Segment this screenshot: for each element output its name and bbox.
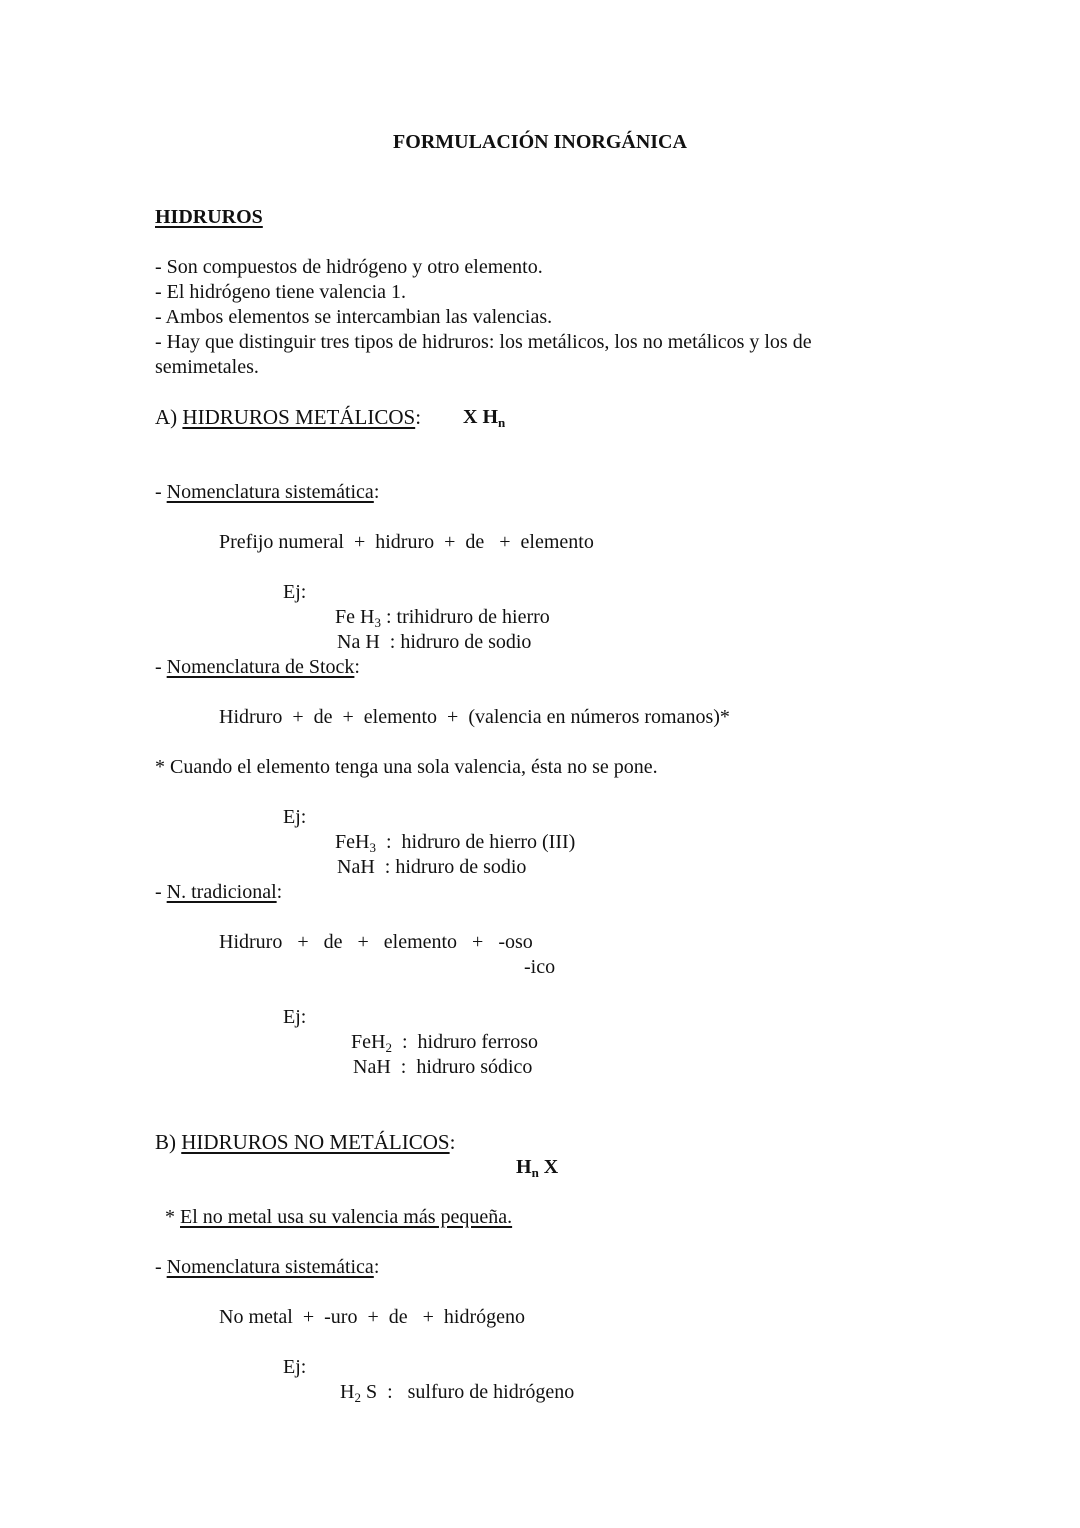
formula-sub: n [531,1165,539,1180]
formula-main: H [516,1156,532,1178]
example-formula-end: S [360,1381,378,1403]
heading-label: Nomenclatura de Stock [166,656,355,678]
nometalicos-prefix: B) [155,1130,176,1154]
formula-sub: n [498,415,506,430]
bullet-1: - Son compuestos de hidrógeno y otro elemento. [155,256,543,278]
example-name: : hidruro de hierro (III) [375,831,576,853]
dash: - [155,656,167,678]
metalicos-colon: : [415,405,422,429]
metalicos-sistematica-rule: Prefijo numeral + hidruro + de + elemento [219,531,594,553]
heading-label: Nomenclatura sistemática [166,1256,374,1278]
formula-sub: 3 [374,615,381,630]
metalicos-label: HIDRUROS METÁLICOS [182,405,416,429]
ej-label: Ej: [283,581,307,603]
example-name: : hidruro de sodio [379,631,532,653]
bullet-4-continuation: semimetales. [155,356,259,378]
colon: : [276,881,283,903]
formula-sub: 3 [369,840,376,855]
formula-sub: 2 [385,1040,392,1055]
colon: : [373,1256,380,1278]
metalicos-sistematica-heading [155,480,379,505]
example-row [327,605,531,655]
ej-label: Ej: [283,806,307,828]
example-row [343,1030,532,1080]
example-row [330,1355,574,1405]
example-row [327,830,526,880]
example-name: : sulfuro de hidrógeno [377,1381,575,1403]
nometalicos-note [155,1180,512,1230]
formula-sub: 2 [354,1390,361,1405]
heading-label: N. tradicional [166,881,277,903]
example-formula: NaH [353,1056,391,1078]
metalicos-stock-note: * Cuando el elemento tenga una sola valencia, ésta no se pone. [155,756,658,778]
dash: - [155,1256,167,1278]
dash: - [155,481,167,503]
metalicos-tradicional-rule-ico: -ico [524,956,556,978]
example-name: : hidruro ferroso [391,1031,539,1053]
ej-label: Ej: [283,1006,307,1028]
nometalicos-sistematica-heading [155,1255,379,1280]
ej-label: Ej: [283,1356,307,1378]
bullet-3: - Ambos elementos se intercambian las valencias. [155,306,553,328]
bullet-4: - Hay que distinguir tres tipos de hidruros: los metálicos, los no metálicos y los de [155,331,812,353]
section-heading: HIDRUROS [155,206,263,228]
example-formula: FeH [335,831,370,853]
example-formula: FeH [351,1031,386,1053]
formula-main: X H [463,406,498,428]
colon: : [354,656,360,678]
metalicos-tradicional-heading [155,880,282,905]
nometalicos-heading [155,1130,455,1155]
nometalicos-colon: : [449,1130,456,1154]
example-name: : hidruro sódico [390,1056,533,1078]
dash: - [155,881,167,903]
example-formula: Na H [337,631,380,653]
example-formula: H [340,1381,355,1403]
example-name: : trihidruro de hierro [380,606,550,628]
colon: : [373,481,380,503]
note-star: * [165,1206,180,1228]
example-name: : hidruro de sodio [374,856,527,878]
metalicos-heading [155,405,421,430]
formula-end: X [538,1156,559,1178]
nometalicos-label: HIDRUROS NO METÁLICOS [181,1130,450,1154]
metalicos-stock-heading [155,655,360,680]
bullet-2: - El hidrógeno tiene valencia 1. [155,281,407,303]
metalicos-stock-rule: Hidruro + de + elemento + (valencia en números romanos)* [219,706,730,728]
heading-label: Nomenclatura sistemática [166,481,374,503]
metalicos-tradicional-rule: Hidruro + de + elemento + -oso [219,931,533,953]
metalicos-prefix: A) [155,405,178,429]
nometalicos-formula [506,1130,558,1180]
page-title: FORMULACIÓN INORGÁNICA [393,131,687,153]
metalicos-formula [463,405,505,430]
nometalicos-sistematica-rule: No metal + -uro + de + hidrógeno [219,1306,525,1328]
note-text: El no metal usa su valencia más pequeña. [180,1206,513,1228]
example-formula: Fe H [335,606,375,628]
example-formula: NaH [337,856,375,878]
